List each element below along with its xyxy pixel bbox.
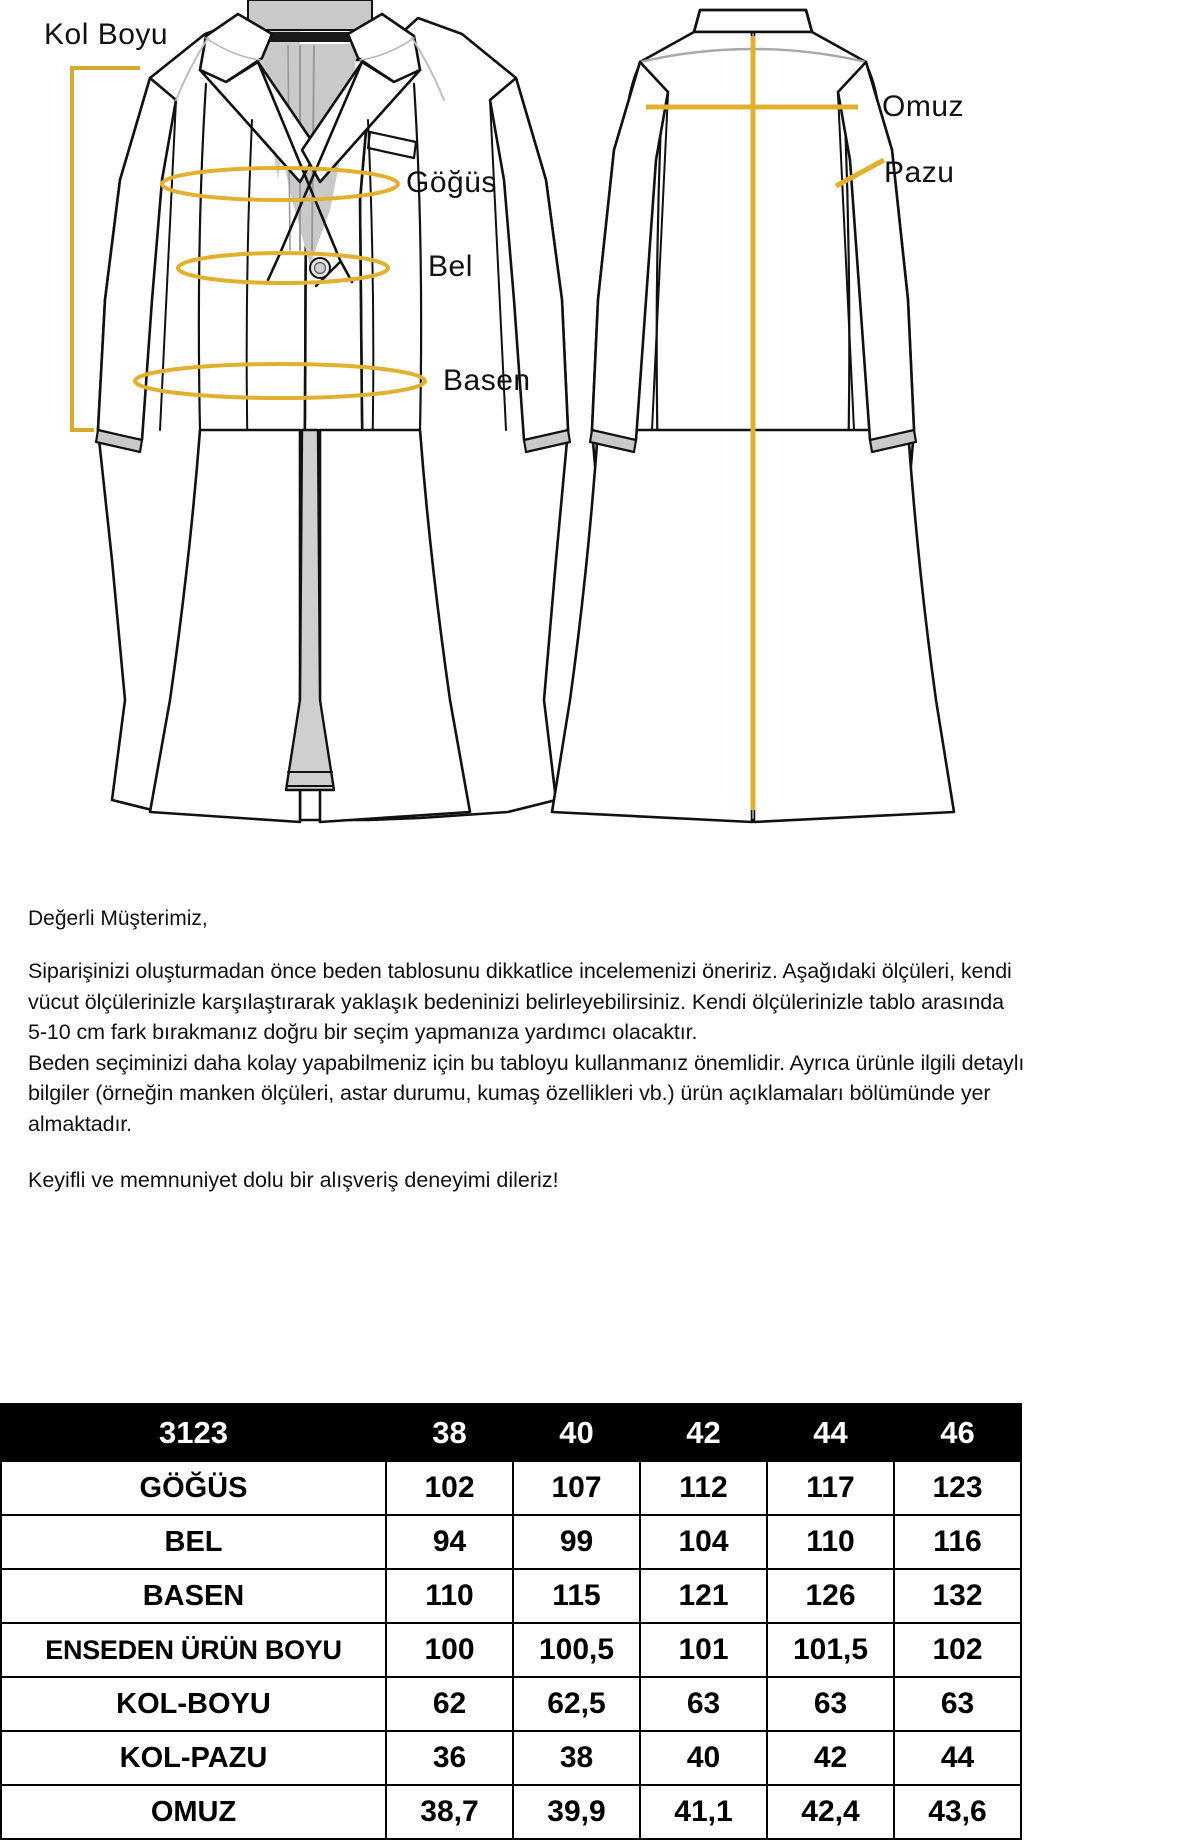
measurement-value: 63	[640, 1677, 767, 1731]
size-chart-table	[0, 1403, 1022, 1840]
measurement-value: 102	[894, 1623, 1021, 1677]
measurement-label: BEL	[1, 1515, 386, 1569]
table-row	[1, 1785, 1021, 1839]
measurement-value: 100,5	[513, 1623, 640, 1677]
label-sleeve-length: Kol Boyu	[44, 18, 169, 51]
table-row	[1, 1623, 1021, 1677]
measurement-value: 123	[894, 1461, 1021, 1515]
notice-paragraph-1: Siparişinizi oluşturmadan önce beden tablosunu dikkatlice incelemenizi öneririz. Aşağıdaki ölçüleri, kendi vücut ölçülerinizle karşılaştırarak yaklaşık bedeninizi belirleyebilirsiniz. Kendi ölçülerinizle tablo arasında 5-10 cm fark bırakmanız doğru bir seçim yapmanıza yardımcı olacaktır.	[28, 959, 1012, 1045]
measurement-label: BASEN	[1, 1569, 386, 1623]
measurement-value: 100	[386, 1623, 513, 1677]
table-row	[1, 1731, 1021, 1785]
measurement-value: 101	[640, 1623, 767, 1677]
measurement-value: 104	[640, 1515, 767, 1569]
measurement-value: 42,4	[767, 1785, 894, 1839]
measurement-value: 63	[767, 1677, 894, 1731]
label-hip: Basen	[443, 364, 531, 397]
measurement-value: 42	[767, 1731, 894, 1785]
measurement-label: KOL-BOYU	[1, 1677, 386, 1731]
size-guide-illustration	[0, 0, 1200, 880]
table-header-row	[1, 1404, 1021, 1461]
size-header: 44	[767, 1404, 894, 1461]
measurement-value: 62,5	[513, 1677, 640, 1731]
size-header: 46	[894, 1404, 1021, 1461]
measurement-label: ENSEDEN ÜRÜN BOYU	[1, 1623, 386, 1677]
measurement-value: 102	[386, 1461, 513, 1515]
measurement-value: 43,6	[894, 1785, 1021, 1839]
size-chart-table-wrapper	[0, 1403, 1020, 1840]
label-shoulder: Omuz	[882, 90, 965, 123]
label-chest: Göğüs	[406, 166, 497, 199]
measurement-value: 62	[386, 1677, 513, 1731]
customer-notice	[28, 905, 1028, 1195]
product-code-header: 3123	[1, 1404, 386, 1461]
table-row	[1, 1515, 1021, 1569]
measurement-value: 36	[386, 1731, 513, 1785]
measurement-label: GÖĞÜS	[1, 1461, 386, 1515]
measurement-value: 132	[894, 1569, 1021, 1623]
measurement-value: 101,5	[767, 1623, 894, 1677]
size-header: 40	[513, 1404, 640, 1461]
measurement-label: KOL-PAZU	[1, 1731, 386, 1785]
measurement-value: 41,1	[640, 1785, 767, 1839]
notice-closing: Keyifli ve memnuniyet dolu bir alışveriş deneyimi dileriz!	[28, 1168, 559, 1193]
coat-technical-drawing	[0, 0, 1200, 880]
measurement-value: 40	[640, 1731, 767, 1785]
measurement-value: 121	[640, 1569, 767, 1623]
measurement-value: 115	[513, 1569, 640, 1623]
measurement-value: 38,7	[386, 1785, 513, 1839]
label-waist: Bel	[428, 250, 473, 283]
measurement-label: OMUZ	[1, 1785, 386, 1839]
measurement-value: 107	[513, 1461, 640, 1515]
measurement-value: 99	[513, 1515, 640, 1569]
size-header: 38	[386, 1404, 513, 1461]
table-row	[1, 1569, 1021, 1623]
label-bicep: Pazu	[884, 156, 955, 189]
measurement-value: 126	[767, 1569, 894, 1623]
table-row	[1, 1461, 1021, 1515]
measurement-value: 110	[767, 1515, 894, 1569]
measurement-value: 38	[513, 1731, 640, 1785]
table-row	[1, 1677, 1021, 1731]
measurement-value: 117	[767, 1461, 894, 1515]
coat-front-view	[96, 0, 570, 822]
notice-paragraph-2: Beden seçiminizi daha kolay yapabilmeniz için bu tabloyu kullanmanız önemlidir. Ayrıca ürünle ilgili detaylı bilgiler (örneğin manken ölçüleri, astar durumu, kumaş özellikleri vb.) ürün açıklamaları bölümünde yer almaktadır.	[28, 1050, 1025, 1136]
measurement-value: 39,9	[513, 1785, 640, 1839]
measurement-value: 116	[894, 1515, 1021, 1569]
measurement-value: 63	[894, 1677, 1021, 1731]
notice-greeting: Değerli Müşterimiz,	[28, 907, 208, 930]
measurement-value: 112	[640, 1461, 767, 1515]
size-header: 42	[640, 1404, 767, 1461]
measurement-value: 110	[386, 1569, 513, 1623]
measurement-value: 44	[894, 1731, 1021, 1785]
measurement-value: 94	[386, 1515, 513, 1569]
